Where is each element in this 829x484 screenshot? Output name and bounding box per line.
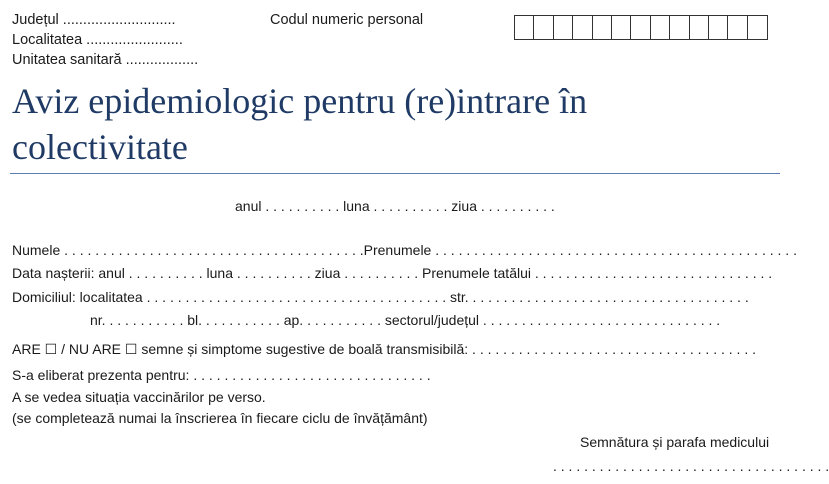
data-nasterii-field: Data nașterii: anul . . . . . . . . . . luna . . . . . . . . . . ziua . . . . . . . . . . Prenumele tatălui . . . . . . . . . . . . . . . . . . . . . . . . . . . . . . .	[12, 265, 773, 281]
cnp-digit-box	[573, 16, 592, 39]
cnp-boxes	[514, 15, 768, 40]
semnatura-label: Semnătura și parafa medicului	[580, 434, 770, 450]
semnatura-line: . . . . . . . . . . . . . . . . . . . . . . . . . . . . . . . . . . . .	[553, 458, 829, 474]
cnp-digit-box	[670, 16, 689, 39]
semne-simptome-field: ARE ☐ / NU ARE ☐ semne și simptome sugestive de boală transmisibilă: . . . . . . . . . . . . . . . . . . . . . . . . . . . . . . . . . . . . .	[12, 341, 756, 357]
unitatea-sanitara-field: Unitatea sanitară ..................	[12, 52, 199, 68]
cnp-digit-box	[554, 16, 573, 39]
document-title-line1: Aviz epidemiologic pentru (re)intrare în	[12, 81, 588, 121]
ciclu-invatamant-note: (se completează numai la înscrierea în fiecare ciclu de învățământ)	[12, 410, 428, 426]
cnp-digit-box	[651, 16, 670, 39]
cnp-digit-box	[690, 16, 709, 39]
cnp-label: Codul numeric personal	[270, 12, 424, 28]
title-divider	[10, 173, 780, 174]
cnp-digit-box	[709, 16, 728, 39]
cnp-digit-box	[612, 16, 631, 39]
adresa-field: nr. . . . . . . . . . . bl. . . . . . . . . . . ap. . . . . . . . . . . sectorul/județul . . . . . . . . . . . . . . . . . . . . . . . . . . . . . . .	[90, 312, 721, 328]
domiciliul-field: Domiciliul: localitatea . . . . . . . . . . . . . . . . . . . . . . . . . . . . . . . . . . . . . . . str. . . . . . . . . . . . . . . . . . . . . . . . . . . . . . . . . . . . .	[12, 289, 749, 305]
cnp-digit-box	[631, 16, 650, 39]
vaccinari-note: A se vedea situația vaccinărilor pe verso.	[12, 389, 266, 405]
cnp-digit-box	[515, 16, 534, 39]
date-line: anul . . . . . . . . . . luna . . . . . . . . . . ziua . . . . . . . . . .	[235, 198, 555, 214]
nume-prenume-field: Numele . . . . . . . . . . . . . . . . . . . . . . . . . . . . . . . . . . . . . . .Prenumele . . . . . . . . . . . . . . . . . . . . . . . . . . . . . . . . . . . . . . . . . . . . . . .	[12, 242, 797, 258]
cnp-digit-box	[593, 16, 612, 39]
eliberat-pentru-field: S-a eliberat prezenta pentru: . . . . . . . . . . . . . . . . . . . . . . . . . . . . . . .	[12, 367, 431, 383]
cnp-digit-box	[534, 16, 553, 39]
localitatea-field: Localitatea ........................	[12, 32, 183, 48]
document-title-line2: colectivitate	[12, 127, 188, 167]
judet-field: Județul ............................	[12, 12, 176, 28]
cnp-digit-box	[748, 16, 767, 39]
cnp-digit-box	[728, 16, 747, 39]
